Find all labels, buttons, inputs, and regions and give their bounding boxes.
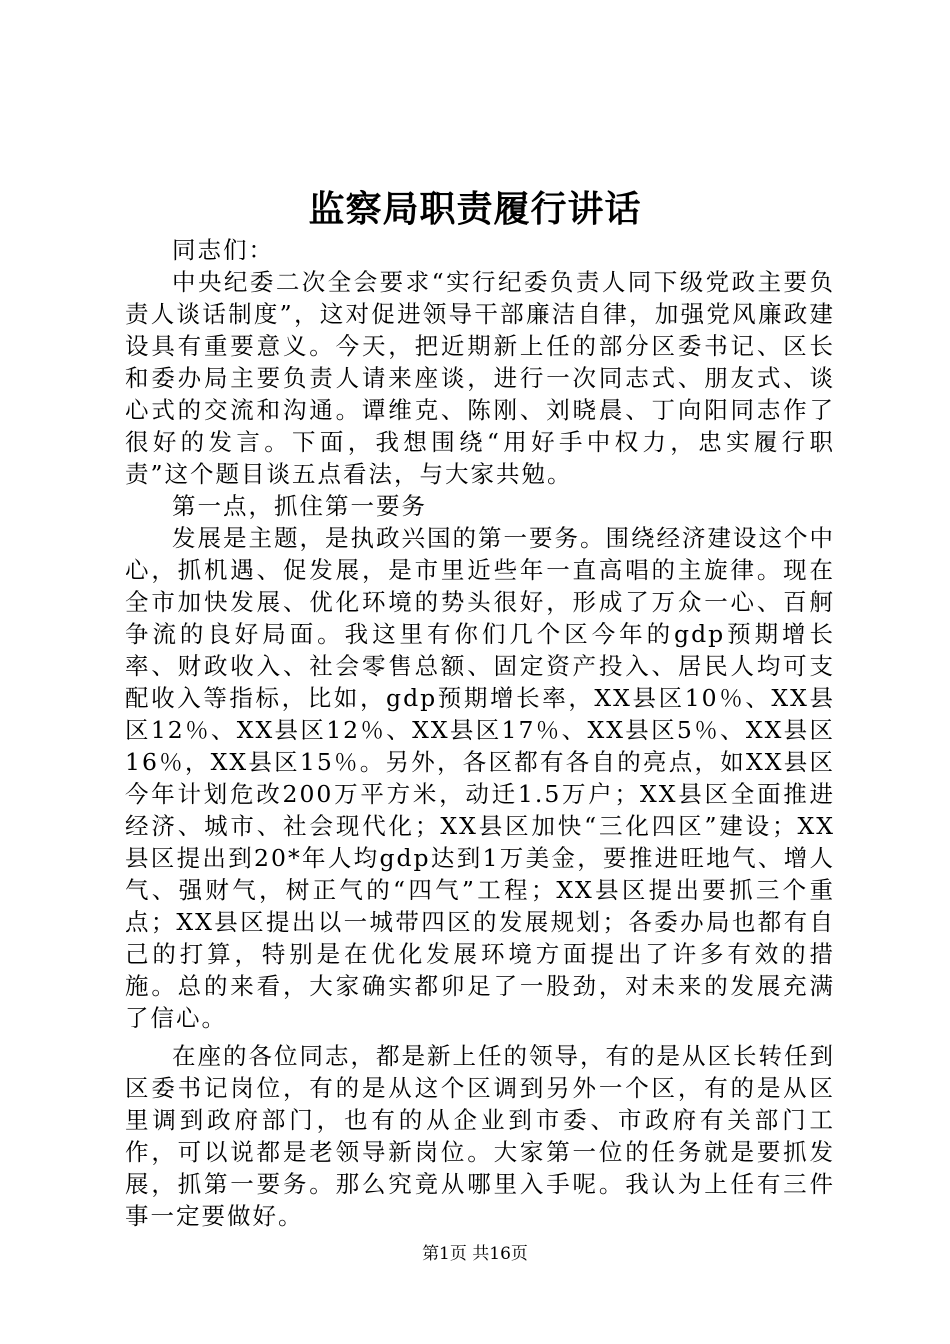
document-body — [125, 234, 835, 1232]
paragraph: 在座的各位同志，都是新上任的领导，有的是从区长转任到区委书记岗位，有的是从这个区调到另外一个区，有的是从区里调到政府部门，也有的从企业到市委、市政府有关部门工作，可以说都是老领导新岗位。大家第一位的任务就是要抓发展，抓第一要务。那么究竟从哪里入手呢。我认为上任有三件事一定要做好。 — [125, 1042, 835, 1230]
document-title: 监察局职责履行讲话 — [308, 188, 642, 230]
greeting: 同志们： — [172, 236, 274, 264]
paragraph: 中央纪委二次全会要求“实行纪委负责人同下级党政主要负责人谈话制度”，这对促进领导干部廉洁自律，加强党风廉政建设具有重要意义。今天，把近期新上任的部分区委书记、区长和委办局主要负责人请来座谈，进行一次同志式、朋友式、谈心式的交流和沟通。谭维克、陈刚、刘晓晨、丁向阳同志作了很好的发言。下面，我想围绕“用好手中权力，忠实履行职责”这个题目谈五点看法，与大家共勉。 — [125, 268, 835, 488]
paragraph: 发展是主题，是执政兴国的第一要务。围绕经济建设这个中心，抓机遇、促发展，是市里近些年一直高唱的主旋律。现在全市加快发展、优化环境的势头很好，形成了万众一心、百舸争流的良好局面。我这里有你们几个区今年的gdp预期增长率、财政收入、社会零售总额、固定资产投入、居民人均可支配收入等指标，比如，gdp预期增长率，XX县区10％、XX县区12％、XX县区12％、XX县区17％、XX县区5％、XX县区16％，XX县区15％。另外，各区都有各自的亮点，如XX县区今年计划危改200万平方米，动迁1.5万户；XX县区全面推进经济、城市、社会现代化；XX县区加快“三化四区”建设；XX县区提出到20*年人均gdp达到1万美金，要推进旺地气、增人气、强财气，树正气的“四气”工程；XX县区提出要抓三个重点；XX县区提出以一城带四区的发展规划；各委办局也都有自己的打算，特别是在优化发展环境方面提出了许多有效的措施。总的来看，大家确实都卯足了一股劲，对未来的发展充满了信心。 — [125, 524, 835, 1032]
section-heading: 第一点，抓住第一要务 — [172, 492, 427, 520]
page-footer: 第1页 共16页 — [422, 1244, 528, 1264]
